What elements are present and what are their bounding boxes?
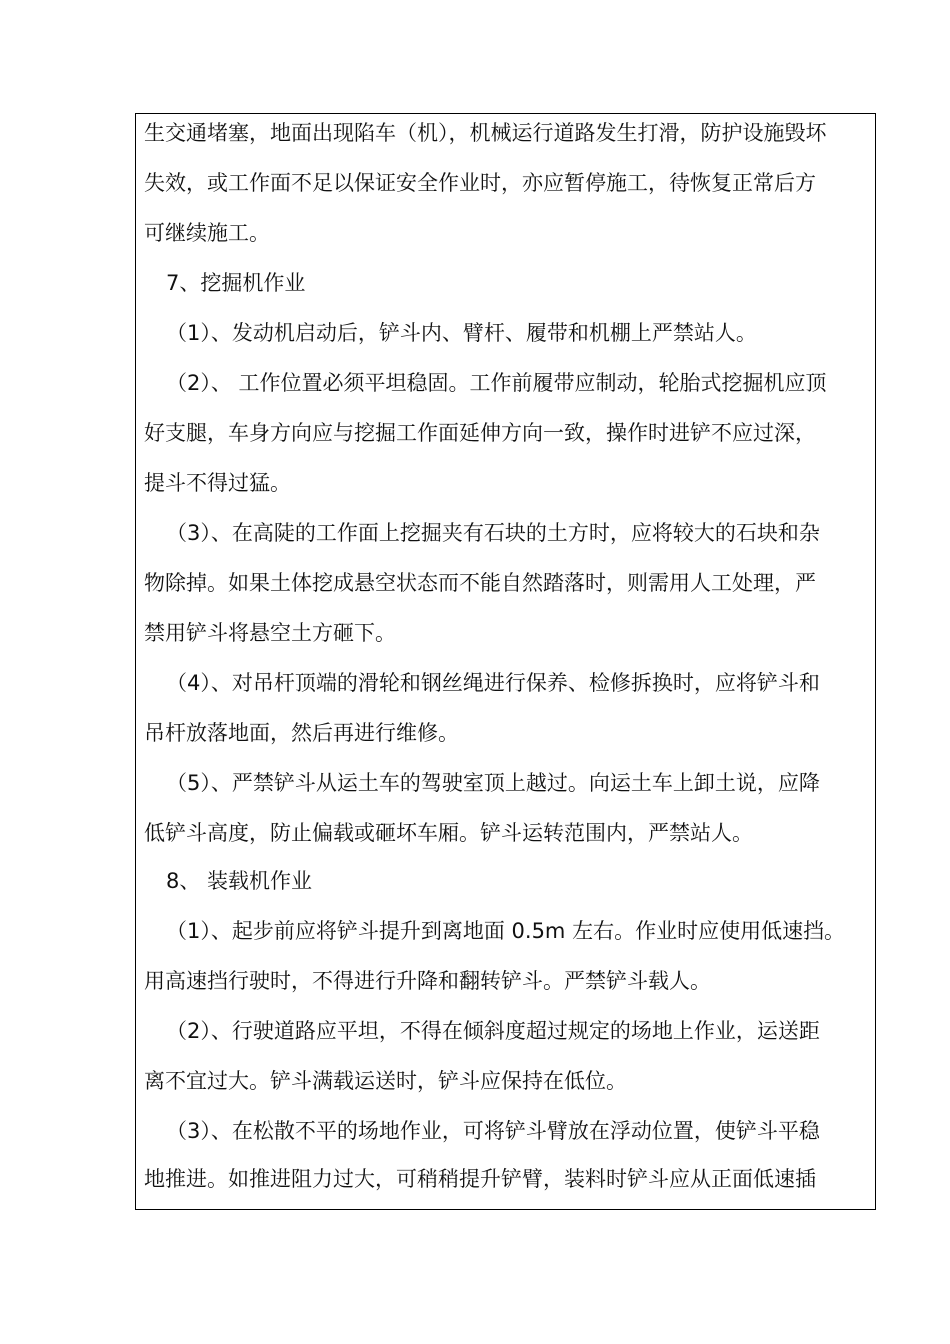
- text-line: 用高速挡行驶时，不得进行升降和翻转铲斗。严禁铲斗载人。: [144, 969, 711, 993]
- text-line: 好支腿，车身方向应与挖掘工作面延伸方向一致，操作时进铲不应过深，: [144, 421, 816, 445]
- text-line: 提斗不得过猛。: [144, 471, 291, 495]
- text-line: 生交通堵塞，地面出现陷车（机），机械运行道路发生打滑，防护设施毁坏: [144, 121, 827, 145]
- text-line: （2）、 工作位置必须平坦稳固。工作前履带应制动，轮胎式挖掘机应顶: [166, 371, 827, 395]
- text-line: （3）、在松散不平的场地作业，可将铲斗臂放在浮动位置，使铲斗平稳: [166, 1119, 820, 1143]
- text-line: 物除掉。如果土体挖成悬空状态而不能自然踏落时，则需用人工处理，严: [144, 571, 816, 595]
- text-line: 失效，或工作面不足以保证安全作业时，亦应暂停施工，待恢复正常后方: [144, 171, 816, 195]
- text-line: （4）、对吊杆顶端的滑轮和钢丝绳进行保养、检修拆换时，应将铲斗和: [166, 671, 820, 695]
- text-line: （1）、发动机启动后，铲斗内、臂杆、履带和机棚上严禁站人。: [166, 321, 757, 345]
- text-line: （1）、起步前应将铲斗提升到离地面 0.5m 左右。作业时应使用低速挡。: [166, 919, 846, 943]
- text-line: 禁用铲斗将悬空土方砸下。: [144, 621, 396, 645]
- text-line: 地推进。如推进阻力过大，可稍稍提升铲臂，装料时铲斗应从正面低速插: [144, 1167, 816, 1191]
- text-line: 低铲斗高度，防止偏载或砸坏车厢。铲斗运转范围内，严禁站人。: [144, 821, 753, 845]
- text-line: （3）、在高陡的工作面上挖掘夹有石块的土方时，应将较大的石块和杂: [166, 521, 820, 545]
- text-line: （5）、严禁铲斗从运土车的驾驶室顶上越过。向运土车上卸土说，应降: [166, 771, 820, 795]
- text-line: （2）、行驶道路应平坦，不得在倾斜度超过规定的场地上作业，运送距: [166, 1019, 820, 1043]
- section-heading: 8、 装载机作业: [166, 869, 313, 893]
- text-line: 吊杆放落地面，然后再进行维修。: [144, 721, 459, 745]
- section-heading: 7、挖掘机作业: [166, 271, 306, 295]
- text-line: 离不宜过大。铲斗满载运送时，铲斗应保持在低位。: [144, 1069, 627, 1093]
- text-line: 可继续施工。: [144, 221, 270, 245]
